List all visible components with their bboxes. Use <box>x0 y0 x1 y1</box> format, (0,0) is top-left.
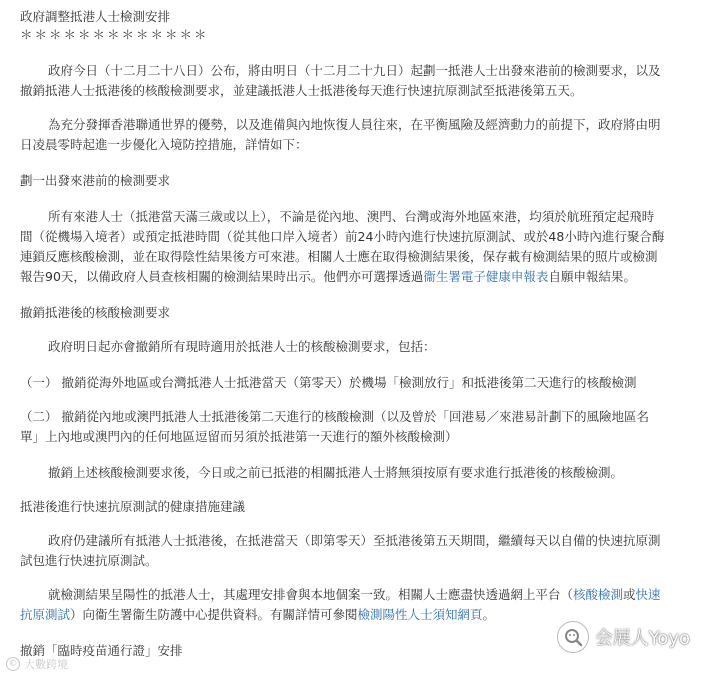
watermark-text: 会展人Yoyo <box>594 628 690 649</box>
para-5: 撤銷上述核酸檢測要求後，今日或之前已抵港的相關抵港人士將無須按原有要求進行抵港後的核酸檢測。 <box>48 465 624 480</box>
section-heading-vaccine-pass: 撤銷「臨時疫苗通行證」安排 <box>20 643 183 658</box>
para-3-line-4-tail: 自願申報結果。 <box>548 269 636 284</box>
rapid-test-link-part-1[interactable]: 快速 <box>635 587 661 602</box>
account-watermark <box>557 620 690 654</box>
para-7-line-1-text: 就檢測結果呈陽性的抵港人士，其處理安排會與本地個案一致。相關人士應盡快透過網上平台（ <box>48 587 574 602</box>
para-3-line-4 <box>20 266 636 288</box>
para-7-line-1-or: 或 <box>623 587 636 602</box>
section-heading-cancel-pcr: 撤銷抵港後的核酸檢測要求 <box>20 305 171 320</box>
copyright-circle-icon: © <box>6 657 20 671</box>
list-item-2-line-2: 單」上內地或澳門內的任何地區逗留而另須於抵港第一天進行的額外核酸檢測） <box>20 429 458 444</box>
para-1-line-2: 撤銷抵港人士抵港後的核酸檢測要求，並建議抵港人士抵港後每天進行快速抗原測試至抵港後第五天。 <box>20 83 583 98</box>
list-item-2-line-1: （二） 撤銷從內地或澳門抵港人士抵港後第二天進行的核酸檢測（以及曾於「回港易／來港易計劃下的風險地區名 <box>20 409 649 424</box>
list-item-1: （一） 撤銷從海外地區或台灣抵港人士抵港當天（第零天）於機場「檢測放行」和抵港後第二天進行的核酸檢測 <box>20 375 637 390</box>
para-3-line-4-text: 報告90天，以備政府人員查核相關的檢測結果時出示。他們亦可選擇透過 <box>20 269 424 284</box>
para-2-line-2: 日凌晨零時起進一步優化入境防控措施，詳情如下： <box>20 137 308 152</box>
para-6-line-1: 政府仍建議所有抵港人士抵港後，在抵港當天（即第零天）至抵港後第五天期間，繼續每天以自備的快速抗原測 <box>48 533 661 548</box>
para-2-line-1: 為充分發揮香港聯通世界的優勢，以及進備與內地恢復人員往來，在平衡風險及經濟動力的前提下，政府將由明 <box>48 117 661 132</box>
para-1-line-1: 政府今日（十二月二十八日）公布，將由明日（十二月二十九日）起劃一抵港人士出發來港前的檢測要求，以及 <box>48 63 661 78</box>
para-7-line-2-tail: 。 <box>482 607 496 622</box>
corner-watermark <box>6 656 68 672</box>
para-4: 政府明日起亦會撤銷所有現時適用於抵港人士的核酸檢測要求，包括： <box>48 339 436 354</box>
positive-case-info-link[interactable]: 檢測陽性人士須知網頁 <box>357 607 483 622</box>
para-3-line-1: 所有來港人士（抵港當天滿三歲或以上），不論是從內地、澳門、台灣或海外地區來港，均須於航班預定起飛時 <box>48 209 655 224</box>
para-7-line-1 <box>48 584 661 606</box>
section-heading-pre-departure: 劃一出發來港前的檢測要求 <box>20 173 171 188</box>
health-declaration-link[interactable]: 衞生署電子健康申報表 <box>423 269 549 284</box>
para-7-line-2-text: ）向衞生署衞生防護中心提供資料。有關詳情可參閱 <box>70 607 358 622</box>
corner-watermark-text: 大數跨境 <box>24 658 68 671</box>
article-title: 政府調整抵港人士檢測安排 <box>20 9 171 24</box>
rapid-test-link-part-2[interactable]: 抗原測試 <box>20 607 71 622</box>
para-3-line-2: 間（從機場入境者）或預定抵港時間（從其他口岸入境者）前24小時內進行快速抗原測試、或於48小時內進行聚合酶 <box>20 229 665 244</box>
para-3-line-3: 連鎖反應核酸檢測，並在取得陰性結果後方可來港。相關人士應在取得檢測結果後，保存載有檢測結果的照片或檢測 <box>20 249 658 264</box>
para-6-line-2: 試包進行快速抗原測試。 <box>20 553 158 568</box>
para-7-line-2 <box>20 604 495 626</box>
section-heading-rat-advice: 抵港後進行快速抗原測試的健康措施建議 <box>20 499 246 514</box>
title-divider-stars: ＊＊＊＊＊＊＊＊＊＊＊＊＊ <box>20 27 209 42</box>
pcr-test-link[interactable]: 核酸檢測 <box>573 587 624 602</box>
wechat-search-icon <box>557 621 589 653</box>
